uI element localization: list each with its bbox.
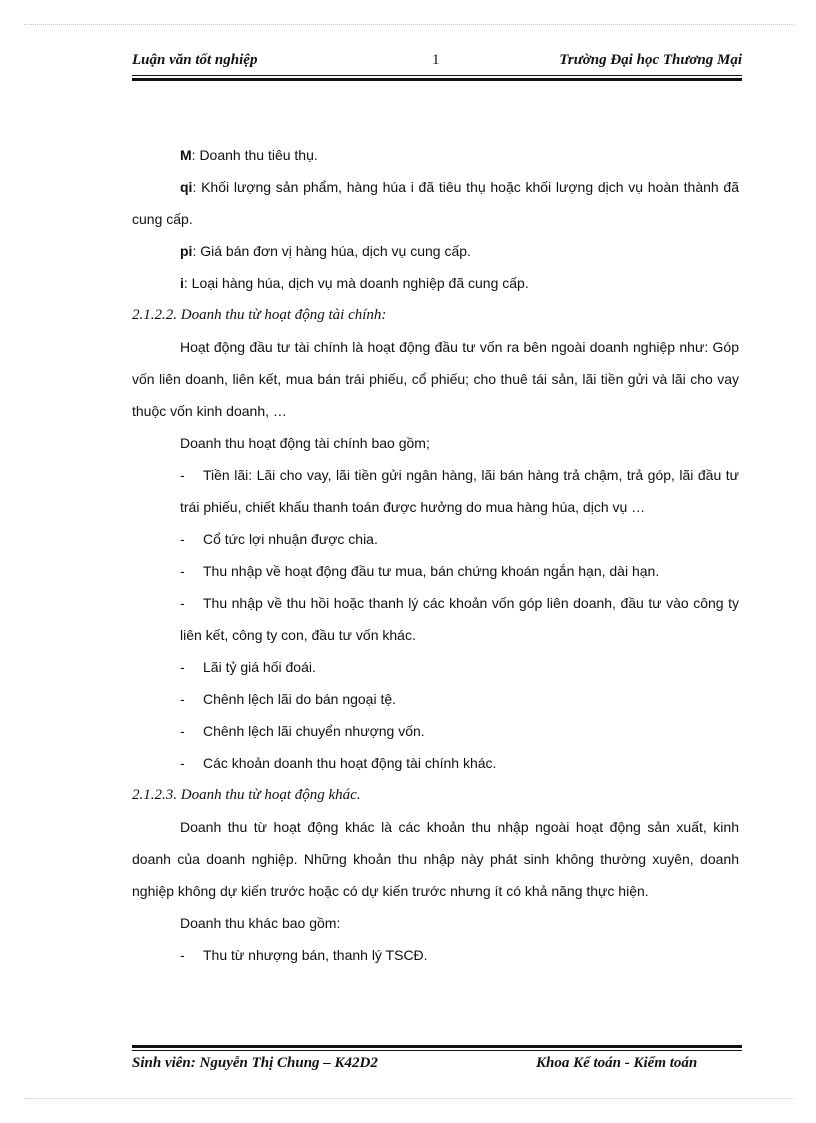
- list-item: - Chênh lệch lãi do bán ngoại tệ.: [180, 691, 397, 707]
- list-other-income: [132, 939, 739, 971]
- footer-student: Sinh viên: Nguyễn Thị Chung – K42D2: [132, 1055, 378, 1071]
- definition-m: M: Doanh thu tiêu thụ.: [180, 147, 318, 163]
- paragraph: Hoạt động đầu tư tài chính là hoạt động đầu tư vốn ra bên ngoài doanh nghiệp như: Góp vốn liên doanh, liên kết, mua bán trái phiếu, cổ phiếu; cho thuê tái sản, lãi tiền gửi và lãi cho vay thuộc vốn kinh doanh, …: [132, 339, 739, 419]
- term: i: [180, 275, 184, 291]
- footer-rule-thin: [132, 1050, 742, 1051]
- header-university: Trường Đại học Thương Mại: [559, 52, 742, 68]
- term: M: [180, 147, 192, 163]
- footer-rule-thick: [132, 1045, 742, 1048]
- section-heading: 2.1.2.2. Doanh thu từ hoạt động tài chính:: [132, 307, 387, 323]
- list-item: - Thu từ nhượng bán, thanh lý TSCĐ.: [180, 947, 428, 963]
- list-item: - Cổ tức lợi nhuận được chia.: [180, 531, 378, 547]
- footer-faculty: Khoa Kế toán - Kiểm toán: [536, 1055, 698, 1071]
- page-header: [132, 52, 742, 74]
- list-item: - Chênh lệch lãi chuyển nhượng vốn.: [180, 723, 425, 739]
- list-item: - Lãi tỷ giá hối đoái.: [180, 659, 316, 675]
- document-body: [132, 139, 739, 971]
- header-thesis-label: Luận văn tốt nghiệp: [132, 52, 258, 68]
- list-item: - Thu nhập về thu hồi hoặc thanh lý các khoản vốn góp liên doanh, đầu tư vào công ty liên kết, công ty con, đầu tư vốn khác.: [180, 595, 739, 643]
- definition-qi: qi: Khối lượng sản phẩm, hàng húa i đã tiêu thụ hoặc khối lượng dịch vụ hoàn thành đã cung cấp.: [132, 179, 739, 227]
- page-footer: [132, 1055, 742, 1077]
- header-rule-thick: [132, 78, 742, 81]
- page-edge-top: [24, 24, 794, 25]
- list-item: - Thu nhập về hoạt động đầu tư mua, bán chứng khoán ngắn hạn, dài hạn.: [180, 563, 660, 579]
- list-item: - Các khoản doanh thu hoạt động tài chính khác.: [180, 755, 497, 771]
- paragraph: Doanh thu hoạt động tài chính bao gồm;: [180, 435, 430, 451]
- page-number: 1: [432, 52, 440, 68]
- term: pi: [180, 243, 193, 259]
- list-item: - Tiền lãi: Lãi cho vay, lãi tiền gửi ngân hàng, lãi bán hàng trả chậm, trả góp, lãi đầu tư trái phiếu, chiết khấu thanh toán được hưởng do mua hàng húa, dịch vụ …: [180, 467, 739, 515]
- definition-pi: pi: Giá bán đơn vị hàng húa, dịch vụ cung cấp.: [180, 243, 471, 259]
- definition-i: i: Loại hàng húa, dịch vụ mà doanh nghiệp đã cung cấp.: [180, 275, 529, 291]
- list-financial-income: [132, 459, 739, 779]
- page-edge-bottom: [24, 1098, 794, 1099]
- paragraph: Doanh thu khác bao gồm:: [180, 915, 341, 931]
- header-rule-thin: [132, 75, 742, 76]
- term: qi: [180, 179, 193, 195]
- paragraph: Doanh thu từ hoạt động khác là các khoản thu nhập ngoài hoạt động sản xuất, kinh doanh của doanh nghiệp. Những khoản thu nhập này phát sinh không thường xuyên, doanh nghiệp không dự kiến trước hoặc có dự kiến trước nhưng ít có khả năng thực hiện.: [132, 819, 739, 899]
- section-heading: 2.1.2.3. Doanh thu từ hoạt động khác.: [132, 787, 361, 803]
